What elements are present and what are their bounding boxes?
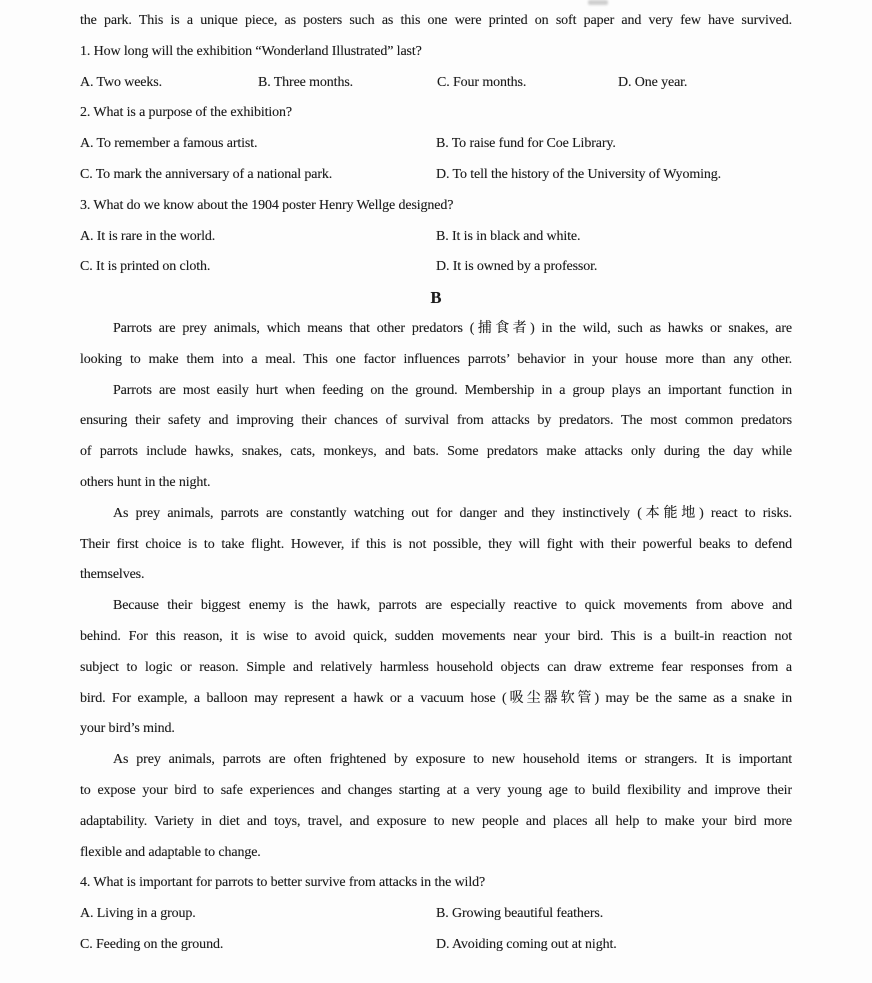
option-3c: C. It is printed on cloth. [80,259,211,275]
passage-line: As prey animals, parrots are often frightened by exposure to new household items or strangers. It is important [113,752,792,768]
passage-line: others hunt in the night. [80,474,211,490]
option-1b: B. Three months. [258,74,354,90]
option-3b: B. It is in black and white. [436,228,581,244]
passage-line: to expose your bird to safe experiences and changes starting at a very young age to build flexibility and improve their [80,782,792,798]
passage-line: adaptability. Variety in diet and toys, travel, and exposure to new people and places all help to make your bird more [80,813,792,829]
question-3-options-row-1 [80,222,792,253]
option-2c: C. To mark the anniversary of a national park. [80,166,333,182]
option-4b: B. Growing beautiful feathers. [436,906,604,922]
passage-line: Their first choice is to take flight. However, if this is not possible, they will fight with their powerful beaks to defend [80,536,792,552]
option-3d: D. It is owned by a professor. [436,259,598,275]
question-2-text: 2. What is a purpose of the exhibition? [80,105,293,121]
question-4-options-row-1 [80,899,792,930]
passage-line: looking to make them into a meal. This one factor influences parrots’ behavior in your house more than any other. [80,351,792,367]
passage-line: ensuring their safety and improving their chances of survival from attacks by predators. The most common predators [80,413,792,429]
option-2a: A. To remember a famous artist. [80,136,258,152]
question-3-options-row-2 [80,252,792,283]
passage-a-last-line: the park. This is a unique piece, as posters such as this one were printed on soft paper and very few have survived. [80,13,792,28]
passage-line: your bird’s mind. [80,721,175,737]
passage-line: Parrots are prey animals, which means that other predators (捕食者) in the wild, such as hawks or snakes, are [113,320,792,336]
option-2d: D. To tell the history of the University of Wyoming. [436,166,721,182]
question-2-options-row-2 [80,160,792,191]
option-2b: B. To raise fund for Coe Library. [436,136,616,152]
question-1-options [80,68,792,99]
passage-line: flexible and adaptable to change. [80,844,261,860]
passage-line: of parrots include hawks, snakes, cats, monkeys, and bats. Some predators make attacks only during the day while [80,444,792,460]
option-1d: D. One year. [618,74,688,90]
option-1c: C. Four months. [437,74,527,90]
passage-line: As prey animals, parrots are constantly watching out for danger and they instinctively (本能地) react to risks. [113,505,792,521]
passage-line: subject to logic or reason. Simple and relatively harmless household objects can draw extreme fear responses from a [80,659,792,675]
passage-line: Because their biggest enemy is the hawk, parrots are especially reactive to quick movements from above and [113,598,792,614]
passage-line: bird. For example, a balloon may represent a hawk or a vacuum hose (吸尘器软管) may be the same as a snake in [80,690,792,706]
option-3a: A. It is rare in the world. [80,228,216,244]
question-1-text: 1. How long will the exhibition “Wonderland Illustrated” last? [80,43,422,59]
passage-line: Parrots are most easily hurt when feeding on the ground. Membership in a group plays an important function in [113,382,792,398]
option-1a: A. Two weeks. [80,74,162,90]
passage-line: behind. For this reason, it is wise to avoid quick, sudden movements near your bird. This is a built-in reaction not [80,628,792,644]
section-b-heading: B [430,288,442,308]
question-4-options-row-2 [80,930,792,961]
question-3-text: 3. What do we know about the 1904 poster Henry Wellge designed? [80,197,454,213]
option-4c: C. Feeding on the ground. [80,936,224,952]
question-4-text: 4. What is important for parrots to better survive from attacks in the wild? [80,875,486,891]
option-4d: D. Avoiding coming out at night. [436,936,617,952]
scan-artifact [588,0,608,5]
question-2-options-row-1 [80,129,792,160]
passage-line: themselves. [80,567,145,583]
option-4a: A. Living in a group. [80,906,196,922]
